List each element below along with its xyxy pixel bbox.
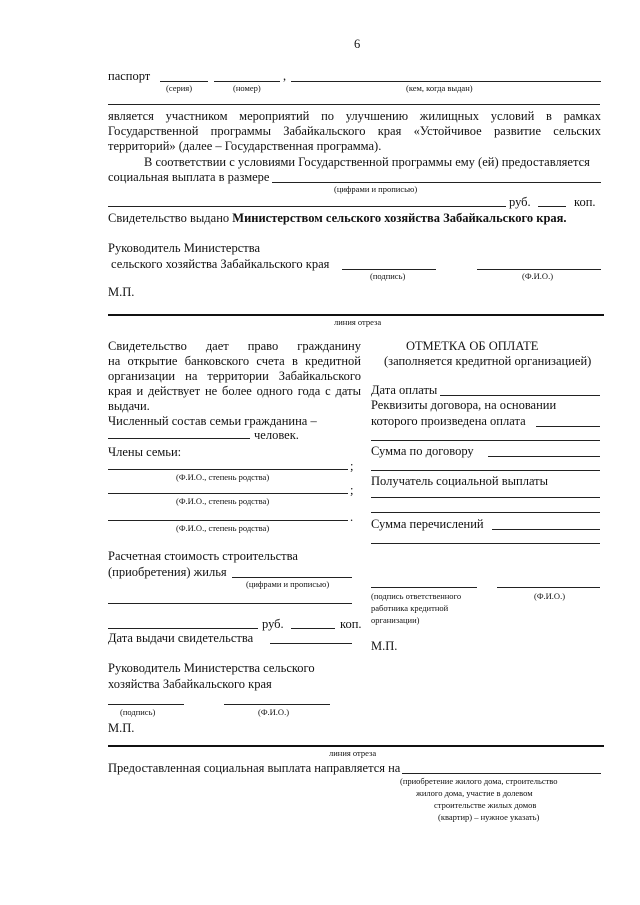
left-rights-line-1: Свидетельство дает право гражданину: [108, 339, 361, 353]
right-sign-hint-1: (подпись ответственного: [371, 591, 462, 601]
direction-hint-4: (квартир) – нужное указать): [438, 812, 540, 822]
cost-kop-line[interactable]: [291, 628, 335, 629]
cut-line-2-label: линия отреза: [329, 748, 377, 758]
contract-line-1: Реквизиты договора, на основании: [371, 398, 557, 412]
sum-transfer-line[interactable]: [492, 529, 600, 530]
contract-line[interactable]: [536, 426, 600, 427]
participant-line-5: социальная выплата в размере: [108, 170, 270, 184]
amount-rub: руб.: [509, 195, 531, 209]
amount-kop: коп.: [574, 195, 596, 209]
sum-transfer-label: Сумма перечислений: [371, 517, 484, 531]
participant-line-1: является участником мероприятий по улучшению жилищных условий в рамках: [108, 109, 601, 123]
sum-transfer-line-2[interactable]: [371, 543, 600, 544]
cost-kop: коп.: [340, 617, 362, 631]
left-head-fio-hint: (Ф.И.О.): [258, 707, 290, 717]
cost-words-line[interactable]: [108, 603, 352, 604]
member-2-hint: (Ф.И.О., степень родства): [176, 496, 270, 506]
issued-prefix: Свидетельство выдано: [108, 211, 230, 225]
issued-statement: [108, 212, 567, 225]
amount-kop-line[interactable]: [538, 206, 566, 207]
direction-label: Предоставленная социальная выплата направляется на: [108, 761, 401, 775]
member-2-semicolon: ;: [350, 483, 354, 497]
contract-line-2: которого произведена оплата: [371, 414, 526, 428]
left-rights-line-2: на открытие банковского счета в кредитной: [108, 354, 361, 368]
amount-hint: (цифрами и прописью): [334, 184, 418, 194]
left-head-sign-line[interactable]: [108, 704, 184, 705]
participant-line-4: В соответствии с условиями Государственной программы ему (ей) предоставляется: [144, 155, 590, 169]
direction-line[interactable]: [402, 773, 601, 774]
amount-words-line[interactable]: [108, 206, 506, 207]
head-top-sign-hint: (подпись): [370, 271, 406, 281]
passport-continuation-line[interactable]: [108, 104, 600, 105]
cost-rub: руб.: [262, 617, 284, 631]
recipient-line-2[interactable]: [371, 512, 600, 513]
right-mp: М.П.: [371, 639, 398, 653]
family-count-label: Численный состав семьи гражданина –: [108, 414, 317, 428]
issued-org: Министерством сельского хозяйства Забайкальского края.: [232, 211, 567, 225]
left-rights-line-3: организации на территории Забайкальского: [108, 369, 361, 383]
passport-issued-line[interactable]: [291, 81, 601, 82]
amount-line[interactable]: [272, 182, 601, 183]
date-issue-label: Дата выдачи свидетельства: [108, 631, 254, 645]
left-head-sign-hint: (подпись): [120, 707, 156, 717]
member-3-hint: (Ф.И.О., степень родства): [176, 523, 270, 533]
payment-title: ОТМЕТКА ОБ ОПЛАТЕ: [406, 339, 539, 353]
passport-series-line[interactable]: [160, 81, 208, 82]
passport-number-hint: (номер): [233, 83, 261, 93]
cost-words-line-2[interactable]: [108, 628, 258, 629]
payment-subtitle: (заполняется кредитной организацией): [384, 354, 592, 368]
pay-date-label: Дата оплаты: [371, 383, 438, 397]
passport-issued-hint: (кем, когда выдан): [406, 83, 473, 93]
head-top-sign-line[interactable]: [342, 269, 436, 270]
member-line-3[interactable]: [108, 520, 348, 521]
pay-date-line[interactable]: [440, 395, 600, 396]
cost-amount-line[interactable]: [232, 577, 352, 578]
head-top-mp: М.П.: [108, 285, 135, 299]
member-line-1[interactable]: [108, 469, 348, 470]
contract-line-extra[interactable]: [371, 440, 600, 441]
sum-contract-line-2[interactable]: [371, 470, 600, 471]
cut-line-1-label: линия отреза: [334, 317, 382, 327]
member-1-hint: (Ф.И.О., степень родства): [176, 472, 270, 482]
family-persons: человек.: [254, 428, 299, 442]
left-rights-line-5: выдачи.: [108, 399, 150, 413]
right-fio-hint: (Ф.И.О.): [534, 591, 566, 601]
left-head-mp: М.П.: [108, 721, 135, 735]
sum-contract-label: Сумма по договору: [371, 444, 474, 458]
right-sign-line[interactable]: [371, 587, 477, 588]
cut-line-1: [108, 314, 604, 316]
left-head-line-1: Руководитель Министерства сельского: [108, 661, 315, 675]
participant-line-3: территорий» (далее – Государственная программа).: [108, 139, 382, 153]
participant-line-2: Государственной программы Забайкальского края «Устойчивое развитие сельских: [108, 124, 601, 138]
right-sign-hint-3: организации): [371, 615, 420, 625]
member-3-period: .: [350, 510, 354, 524]
head-top-line-2: сельского хозяйства Забайкальского края: [111, 257, 330, 271]
passport-comma: ,: [283, 69, 287, 83]
left-head-fio-line[interactable]: [224, 704, 330, 705]
right-fio-line[interactable]: [497, 587, 600, 588]
right-sign-hint-2: работника кредитной: [371, 603, 449, 613]
family-count-line[interactable]: [108, 438, 250, 439]
direction-hint-2: жилого дома, участие в долевом: [416, 788, 533, 798]
cut-line-2: [108, 745, 604, 747]
recipient-label: Получатель социальной выплаты: [371, 474, 549, 488]
passport-series-hint: (серия): [166, 83, 193, 93]
member-line-2[interactable]: [108, 493, 348, 494]
direction-hint-3: строительстве жилых домов: [434, 800, 537, 810]
direction-hint-1: (приобретение жилого дома, строительство: [400, 776, 558, 786]
cost-line-1: Расчетная стоимость строительства: [108, 549, 298, 563]
head-top-fio-hint: (Ф.И.О.): [522, 271, 554, 281]
head-top-fio-line[interactable]: [477, 269, 601, 270]
passport-label: паспорт: [108, 69, 151, 83]
sum-contract-line[interactable]: [488, 456, 600, 457]
member-1-semicolon: ;: [350, 459, 354, 473]
left-head-line-2: хозяйства Забайкальского края: [108, 677, 272, 691]
members-label: Члены семьи:: [108, 445, 182, 459]
date-issue-line[interactable]: [270, 643, 352, 644]
passport-number-line[interactable]: [214, 81, 280, 82]
recipient-line-1[interactable]: [371, 497, 600, 498]
page-number: 6: [354, 37, 361, 51]
cost-hint: (цифрами и прописью): [246, 579, 330, 589]
cost-line-2: (приобретения) жилья: [108, 565, 227, 579]
head-top-line-1: Руководитель Министерства: [108, 241, 261, 255]
left-rights-line-4: края и действует не более одного года с даты: [108, 384, 361, 398]
